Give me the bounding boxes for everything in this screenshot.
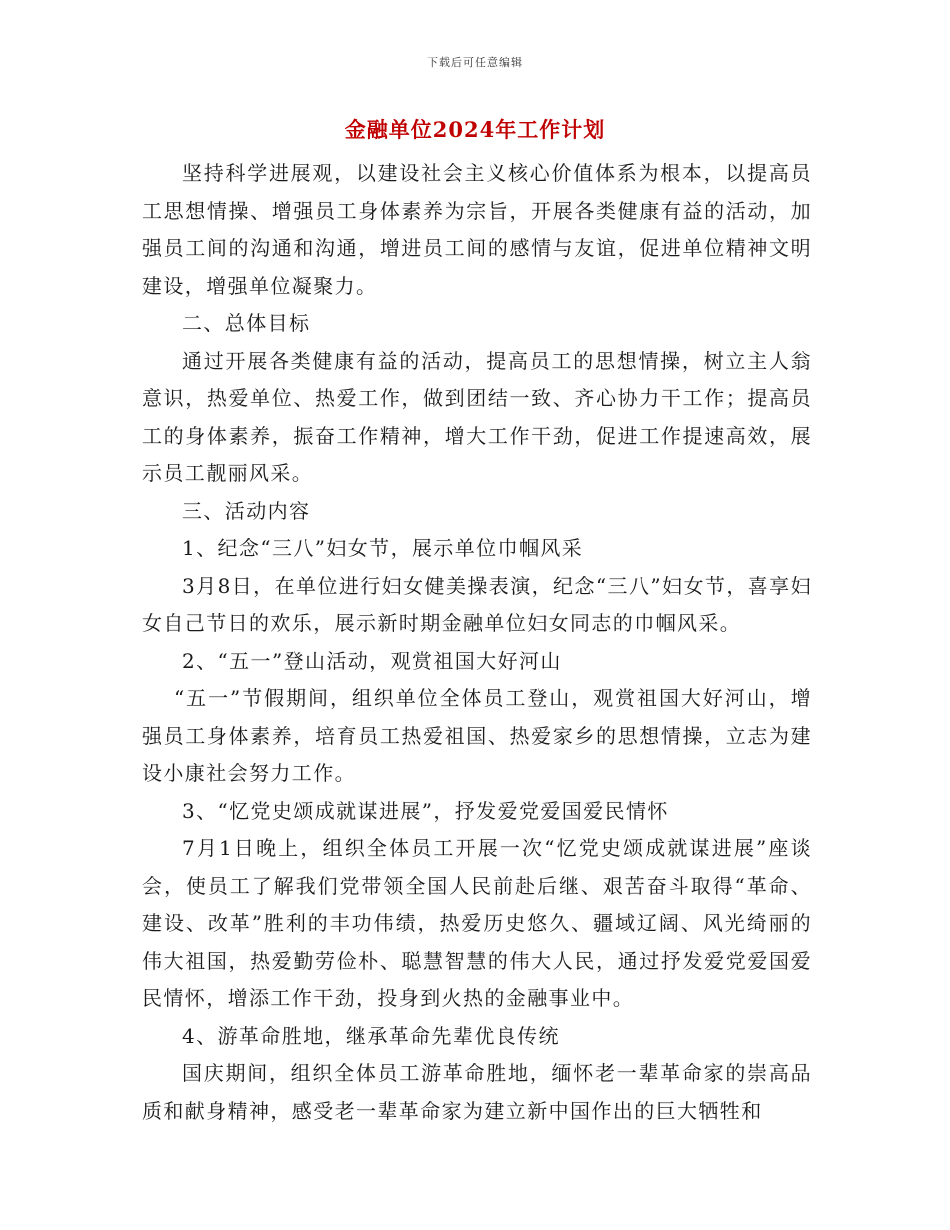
paragraph-activity-2: “五一”节假期间，组织单位全体员工登山，观赏祖国大好河山，增强员工身体素养，培育员工热爱祖国、热爱家乡的思想情操，立志为建设小康社会努力工作。 [142,686,812,785]
document-body [142,155,812,1130]
paragraph-activity-3: 7月1日晚上，组织全体员工开展一次“忆党史颂成就谋进展”座谈会，使员工了解我们党带领全国人民前赴后继、艰苦奋斗取得“革命、建设、改革”胜利的丰功伟绩，热爱历史悠久、疆域辽阔、风光绮丽的伟大祖国，热爱勤劳俭朴、聪慧智慧的伟大人民，通过抒发爱党爱国爱民情怀，增添工作干劲，投身到火热的金融事业中。 [142,836,812,1010]
activity-heading-1: 1、纪念“三八”妇女节，展示单位巾帼风采 [182,536,584,560]
document-title: 金融单位2024年工作计划 [344,117,606,142]
paragraph-overall-goal: 通过开展各类健康有益的活动，提高员工的思想情操，树立主人翁意识，热爱单位、热爱工作，做到团结一致、齐心协力干工作；提高员工的身体素养，振奋工作精神，增大工作干劲，促进工作提速高效，展示员工靓丽风采。 [142,348,812,485]
section-heading-overall-goal: 二、总体目标 [182,311,311,335]
paragraph-activity-4: 国庆期间，组织全体员工游革命胜地，缅怀老一辈革命家的崇高品质和献身精神，感受老一辈革命家为建立新中国作出的巨大牺牲和 [142,1061,812,1123]
header-note: 下载后可任意编辑 [427,56,523,69]
paragraph-intro: 坚持科学进展观，以建设社会主义核心价值体系为根本，以提高员工思想情操、增强员工身体素养为宗旨，开展各类健康有益的活动，加强员工间的沟通和沟通，增进员工间的感情与友谊，促进单位精神文明建设，增强单位凝聚力。 [142,161,812,298]
section-heading-activities: 三、活动内容 [182,498,311,523]
activity-heading-4: 4、游革命胜地，继承革命先辈优良传统 [182,1023,560,1048]
activity-heading-3: 3、“忆党史颂成就谋进展”，抒发爱党爱国爱民情怀 [182,798,669,823]
paragraph-activity-1: 3月8日，在单位进行妇女健美操表演，纪念“三八”妇女节，喜享妇女自己节日的欢乐，展示新时期金融单位妇女同志的巾帼风采。 [142,573,812,635]
activity-heading-2: 2、“五一”登山活动，观赏祖国大好河山 [182,648,562,673]
